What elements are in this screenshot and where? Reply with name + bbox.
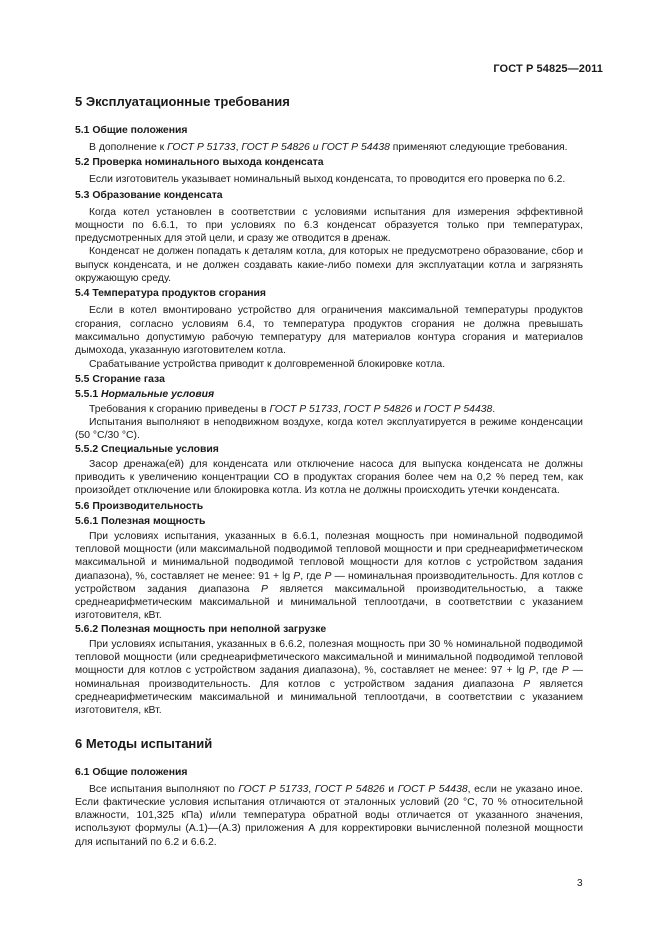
section-5-3-paragraph-2: Конденсат не должен попадать к деталям котла, для которых не предусмотрено образование, сбор и выпуск конденсата, и не должен создавать какие-либо помехи для эксплуатации котла и загрязнять окружающую среду. [75, 246, 583, 285]
section-5-5-2-title: 5.5.2 Специальные условия [75, 443, 219, 455]
section-5-2-title: 5.2 Проверка номинального выхода конденсата [75, 157, 324, 169]
section-5-3-title: 5.3 Образование конденсата [75, 189, 223, 201]
section-6-1-title: 6.1 Общие положения [75, 766, 188, 778]
section-5-1-paragraph: В дополнение к ГОСТ Р 51733, ГОСТ Р 54826 и ГОСТ Р 54438 применяют следующие требования. [89, 142, 568, 153]
section-5-3-paragraph-1: Когда котел установлен в соответствии с условиями испытания для измерения эффективной мощности по 6.6.1, то при условиях по 6.3 конденсат образуется только при температурах, предусмотренных для этой цели, и сразу же отводится в дренаж. [75, 206, 583, 245]
section-5-1-title: 5.1 Общие положения [75, 125, 188, 136]
section-5-4-paragraph-2: Срабатывание устройства приводит к долговременной блокировке котла. [89, 358, 446, 370]
section-5-5-title: 5.5 Сгорание газа [75, 373, 165, 385]
section-5-title: 5 Эксплуатационные требования [75, 94, 290, 109]
section-5-5-1-title: 5.5.1 Нормальные условия [75, 388, 215, 400]
page-number: 3 [577, 878, 583, 889]
section-5-6-1-paragraph: При условиях испытания, указанных в 6.6.1, полезная мощность при номинальной подводимой тепловой мощности (или максимальной подводимой тепловой мощности и при среднеарифметическом максимальной и минимальной подводимой тепловой мощности для котлов с устройством задания диапазона), %, составляет не менее: 91 + lg P, где P — номинальная производительность. Для котлов с устройством задания диапазона P является максимальной производительностью, а также среднеарифметическим максимальной и минимальной теплоотдачи, в соответствии с указанием изготовителя, кВт. [75, 530, 584, 622]
section-5-6-2-paragraph: При условиях испытания, указанных в 6.6.2, полезная мощность при 30 % номинальной подводимой тепловой мощности (или среднеарифметического максимальной и минимальной подводимой тепловой мощности для котлов с устройством задания диапазона), %, составляет не менее: 97 + lg P, где P — номинальная производительность. Для котлов с устройством задания диапазона P является среднеарифметическим максимальной и минимальной теплоотдачи, в соответствии с указанием изготовителя, кВт. [75, 638, 584, 717]
section-6-title: 6 Методы испытаний [75, 735, 213, 751]
section-5-4-title: 5.4 Температура продуктов сгорания [75, 288, 266, 300]
section-5-6-1-title: 5.6.1 Полезная мощность [75, 515, 206, 527]
section-5-2-paragraph: Если изготовитель указывает номинальный выход конденсата, то проводится его проверка по 6.2. [89, 174, 566, 186]
section-6-1-paragraph: Все испытания выполняют по ГОСТ Р 51733, ГОСТ Р 54826 и ГОСТ Р 54438, если не указано иное. Если фактические условия испытания отличаются от эталонных условий (20 °С, 70 % относительной влажности, 101,325 кПа) и/или температура обратной воды отличается от указанного значения, используют формулы (А.1)—(А.3) приложения А для корректировки вычисленной полезной мощности для испытаний по 6.2 и 6.6.2. [75, 783, 583, 848]
section-5-6-title: 5.6 Производительность [75, 500, 204, 512]
page-content [75, 94, 583, 849]
section-5-5-2-paragraph: Засор дренажа(ей) для конденсата или отключение насоса для выпуска конденсата не должны приводить к увеличению концентрации СО в продуктах сгорания более чем на 0,2 % перед тем, как произойдет отключение или блокировка котла. Из котла не должны происходить утечки конденсата. [75, 458, 583, 497]
standard-code: ГОСТ Р 54825—2011 [493, 63, 603, 75]
section-5-6-2-title: 5.6.2 Полезная мощность при неполной загрузке [75, 623, 327, 635]
section-5-4-paragraph-1: Если в котел вмонтировано устройство для ограничения максимальной температуры продуктов сгорания, согласно условиям 6.4, то температура продуктов сгорания не должна превышать максимально допустимую рабочую температуру для материалов контура сгорания и материалов дымохода, указанную изготовителем котла. [75, 305, 583, 357]
section-5-5-1-paragraph-1: Требования к сгоранию приведены в ГОСТ Р 51733, ГОСТ Р 54826 и ГОСТ Р 54438. [89, 403, 496, 415]
section-5-5-1-paragraph-2: Испытания выполняют в неподвижном воздухе, когда котел эксплуатируется в режиме конденсации (50 °С/30 °С). [75, 417, 583, 442]
